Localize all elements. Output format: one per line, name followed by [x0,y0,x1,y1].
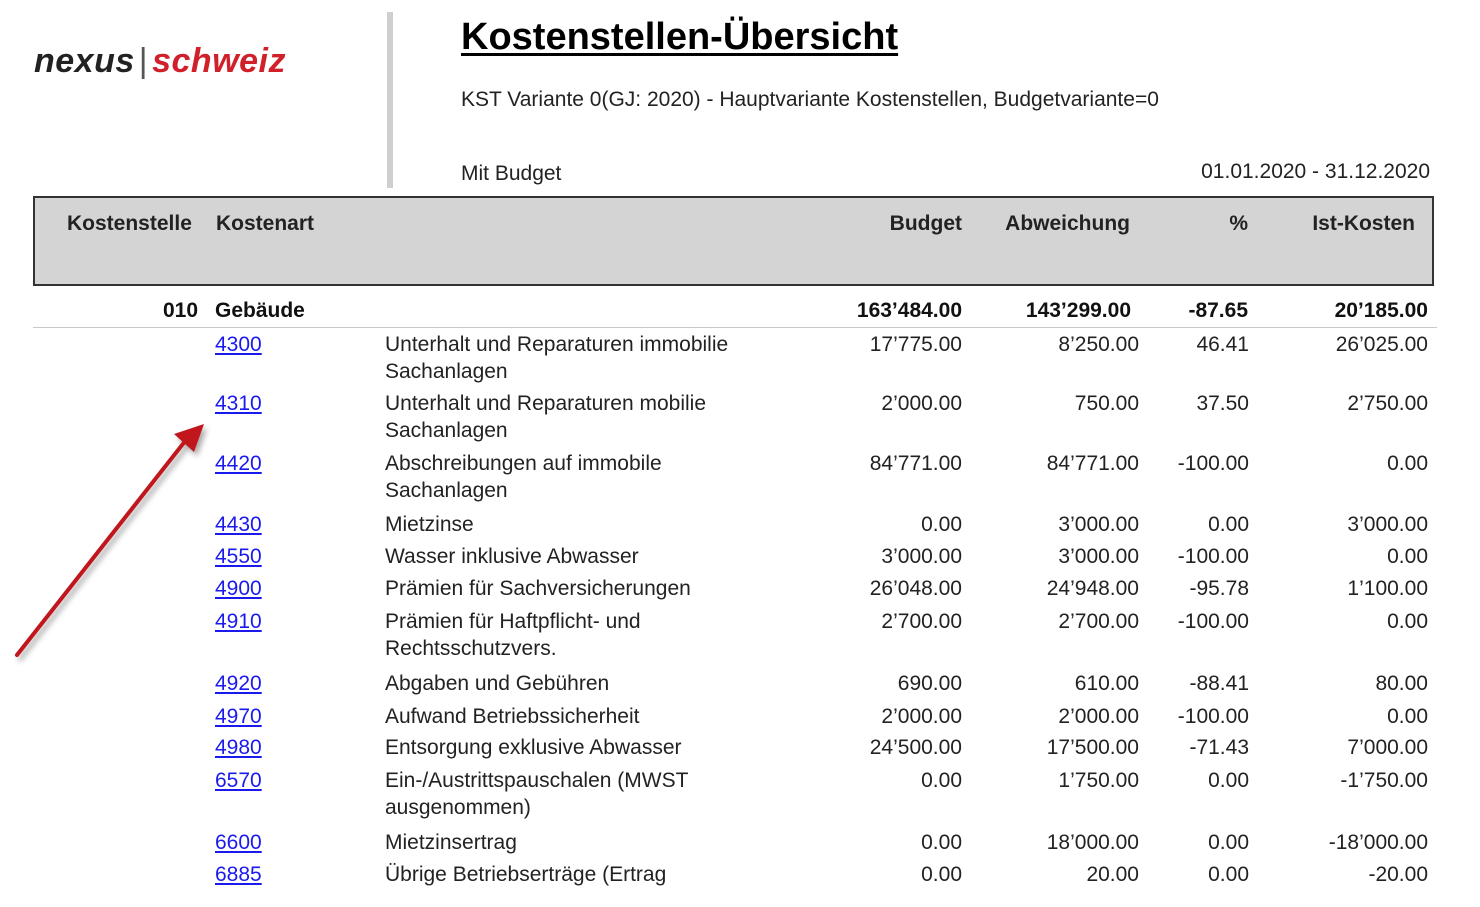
group-name: Gebäude [215,299,305,322]
column-header-budget: Budget [889,212,962,235]
row-ist-kosten: 26’025.00 [1335,333,1428,356]
row-abweichung: 3’000.00 [1058,513,1139,536]
row-ist-kosten: 2’750.00 [1347,392,1428,415]
row-percent: -100.00 [1177,705,1249,728]
column-header-ist-kosten: Ist-Kosten [1312,212,1415,235]
row-percent: 0.00 [1208,513,1249,536]
row-description: Mietzinsertrag [385,831,517,854]
row-percent: -100.00 [1177,545,1249,568]
row-description: Abgaben und Gebühren [385,672,610,695]
row-description: Ein-/Austrittspauschalen (MWST ausgenommen) [385,769,689,819]
row-budget: 0.00 [921,863,962,886]
row-percent: 37.50 [1196,392,1249,415]
column-header-kostenstelle: Kostenstelle [67,212,192,235]
company-logo [34,42,286,81]
kostenart-link[interactable]: 4970 [215,705,262,728]
row-description: Aufwand Betriebssicherheit [385,705,640,728]
row-budget: 2’700.00 [881,610,962,633]
row-abweichung: 20.00 [1086,863,1139,886]
row-ist-kosten: -18’000.00 [1328,831,1428,854]
logo-separator: | [138,42,149,80]
column-header-abweichung: Abweichung [1005,212,1130,235]
row-abweichung: 2’700.00 [1058,610,1139,633]
row-abweichung: 3’000.00 [1058,545,1139,568]
row-abweichung: 2’000.00 [1058,705,1139,728]
row-ist-kosten: 0.00 [1387,452,1428,475]
row-abweichung: 18’000.00 [1046,831,1139,854]
logo-part-schweiz: schweiz [152,42,286,80]
row-percent: -95.78 [1189,577,1249,600]
row-abweichung: 610.00 [1074,672,1139,695]
row-description: Wasser inklusive Abwasser [385,545,639,568]
row-ist-kosten: 80.00 [1375,672,1428,695]
row-description: Entsorgung exklusive Abwasser [385,736,682,759]
row-percent: 46.41 [1196,333,1249,356]
kostenart-link[interactable]: 4300 [215,333,262,356]
row-percent: -88.41 [1189,672,1249,695]
kostenart-link[interactable]: 4420 [215,452,262,475]
group-budget: 163’484.00 [856,299,962,322]
row-ist-kosten: 7’000.00 [1347,736,1428,759]
row-abweichung: 8’250.00 [1058,333,1139,356]
report-period: 01.01.2020 - 31.12.2020 [1201,160,1430,183]
kostenart-link[interactable]: 4900 [215,577,262,600]
row-budget: 690.00 [897,672,962,695]
group-code: 010 [163,299,199,322]
group-abweichung: 143’299.00 [1025,299,1131,322]
row-description: Übrige Betriebserträge (Ertrag [385,863,667,886]
row-budget: 2’000.00 [881,705,962,728]
row-budget: 0.00 [921,831,962,854]
kostenart-link[interactable]: 4310 [215,392,262,415]
row-abweichung: 24’948.00 [1046,577,1139,600]
row-description: Unterhalt und Reparaturen immobilie Sachanlagen [385,333,729,383]
kostenart-link[interactable]: 4910 [215,610,262,633]
group-ist-kosten: 20’185.00 [1334,299,1428,322]
column-header-kostenart: Kostenart [216,212,315,235]
row-ist-kosten: 3’000.00 [1347,513,1428,536]
row-description: Prämien für Haftpflicht- und Rechtsschutzvers. [385,610,641,660]
kostenart-link[interactable]: 4430 [215,513,262,536]
row-budget: 84’771.00 [869,452,962,475]
row-ist-kosten: -1’750.00 [1340,769,1428,792]
group-percent: -87.65 [1188,299,1248,322]
row-budget: 2’000.00 [881,392,962,415]
row-ist-kosten: 0.00 [1387,610,1428,633]
kostenart-link[interactable]: 6885 [215,863,262,886]
row-percent: -100.00 [1177,452,1249,475]
row-percent: -71.43 [1189,736,1249,759]
kostenart-link[interactable]: 6600 [215,831,262,854]
row-description: Mietzinse [385,513,474,536]
row-ist-kosten: 1’100.00 [1347,577,1428,600]
row-ist-kosten: 0.00 [1387,705,1428,728]
row-percent: 0.00 [1208,831,1249,854]
kostenart-link[interactable]: 4980 [215,736,262,759]
row-budget: 24’500.00 [869,736,962,759]
report-mode: Mit Budget [461,162,562,185]
row-abweichung: 1’750.00 [1058,769,1139,792]
row-abweichung: 17’500.00 [1046,736,1139,759]
row-ist-kosten: -20.00 [1368,863,1428,886]
row-percent: 0.00 [1208,769,1249,792]
row-abweichung: 84’771.00 [1046,452,1139,475]
row-description: Abschreibungen auf immobile Sachanlagen [385,452,662,502]
kostenart-link[interactable]: 6570 [215,769,262,792]
row-budget: 0.00 [921,513,962,536]
row-budget: 3’000.00 [881,545,962,568]
row-budget: 17’775.00 [869,333,962,356]
report-subtitle: KST Variante 0(GJ: 2020) - Hauptvariante Kostenstellen, Budgetvariante=0 [461,88,1159,111]
row-budget: 0.00 [921,769,962,792]
row-percent: -100.00 [1177,610,1249,633]
row-ist-kosten: 0.00 [1387,545,1428,568]
kostenart-link[interactable]: 4550 [215,545,262,568]
column-header-percent: % [1229,212,1248,235]
row-description: Unterhalt und Reparaturen mobilie Sachanlagen [385,392,707,442]
row-percent: 0.00 [1208,863,1249,886]
row-description: Prämien für Sachversicherungen [385,577,691,600]
kostenart-link[interactable]: 4920 [215,672,262,695]
table-header [33,196,1434,286]
header-divider [387,12,393,188]
logo-part-nexus: nexus [34,42,135,80]
group-row [33,297,1437,328]
row-abweichung: 750.00 [1074,392,1139,415]
report-title: Kostenstellen-Übersicht [461,16,899,58]
row-budget: 26’048.00 [869,577,962,600]
